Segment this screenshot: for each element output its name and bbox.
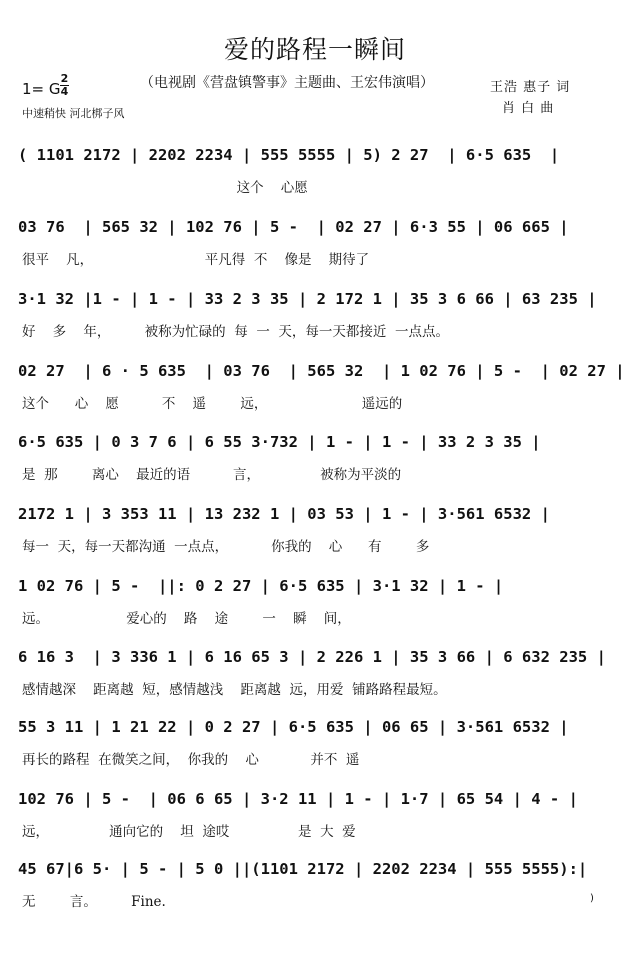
notation-row: 2172 1 | 3 353 11 | 13 232 1 | 03 53 | 1 - | 3·561 6532 | — [18, 505, 550, 523]
lyricist-credit: 王浩 惠子 词 — [490, 80, 571, 95]
lyrics-row: 是 那 离心 最近的语 言， 被称为平淡的 — [22, 467, 402, 483]
notation-row: ( 1101 2172 | 2202 2234 | 555 5555 | 5) 2 27 | 6·5 635 | — [18, 146, 560, 164]
notation-row: 3·1 32 |1 - | 1 - | 33 2 3 35 | 2 172 1 | 35 3 6 66 | 63 235 | — [18, 290, 597, 308]
end-parenthesis: ) — [590, 893, 594, 904]
notation-row: 55 3 11 | 1 21 22 | 0 2 27 | 6·5 635 | 06 65 | 3·561 6532 | — [18, 718, 569, 736]
key-signature: 1= G — [22, 80, 61, 98]
lyrics-row: 远。 爱心的 路 途 一 瞬 间， — [22, 611, 351, 627]
lyrics-row: 无 言。 Fine. — [22, 894, 166, 910]
time-signature-bottom: 4 — [60, 85, 69, 98]
lyrics-row: 很平 凡， 平凡得 不 像是 期待了 — [22, 252, 370, 268]
time-signature — [60, 73, 69, 98]
notation-row: 45 67|6 5· | 5 - | 5 0 ||(1101 2172 | 2202 2234 | 555 5555):| — [18, 860, 588, 878]
tempo-marking: 中速稍快 河北梆子风 — [22, 107, 125, 120]
lyrics-row: 远， 通向它的 坦 途哎 是 大 爱 — [22, 824, 356, 840]
notation-row: 1 02 76 | 5 - ||: 0 2 27 | 6·5 635 | 3·1 32 | 1 - | — [18, 577, 504, 595]
lyrics-row: 再长的路程 在微笑之间， 你我的 心 并不 遥 — [22, 752, 360, 768]
time-signature-top: 2 — [60, 72, 69, 85]
notation-row: 02 27 | 6 · 5 635 | 03 76 | 565 32 | 1 02 76 | 5 - | 02 27 | — [18, 362, 625, 380]
song-subtitle: （电视剧《营盘镇警事》主题曲、王宏伟演唱） — [140, 75, 434, 91]
song-title: 爱的路程一瞬间 — [223, 35, 406, 64]
notation-row: 03 76 | 565 32 | 102 76 | 5 - | 02 27 | 6·3 55 | 06 665 | — [18, 218, 569, 236]
lyrics-row: 这个 心愿 — [22, 180, 308, 196]
lyrics-row: 每一 天，每一天都沟通 一点点， 你我的 心 有 多 — [22, 539, 430, 555]
lyrics-row: 这个 心 愿 不 遥 远， 遥远的 — [22, 396, 403, 412]
composer-credit: 肖 白 曲 — [502, 101, 555, 116]
notation-row: 6·5 635 | 0 3 7 6 | 6 55 3·732 | 1 - | 1 - | 33 2 3 35 | — [18, 433, 541, 451]
lyrics-row: 好 多 年， 被称为忙碌的 每 一 天，每一天都接近 一点点。 — [22, 324, 449, 340]
notation-row: 102 76 | 5 - | 06 6 65 | 3·2 11 | 1 - | 1·7 | 65 54 | 4 - | — [18, 790, 578, 808]
notation-row: 6 16 3 | 3 336 1 | 6 16 65 3 | 2 226 1 | 35 3 66 | 6 632 235 | — [18, 648, 606, 666]
lyrics-row: 感情越深 距离越 短，感情越浅 距离越 远，用爱 铺路路程最短。 — [22, 682, 447, 698]
